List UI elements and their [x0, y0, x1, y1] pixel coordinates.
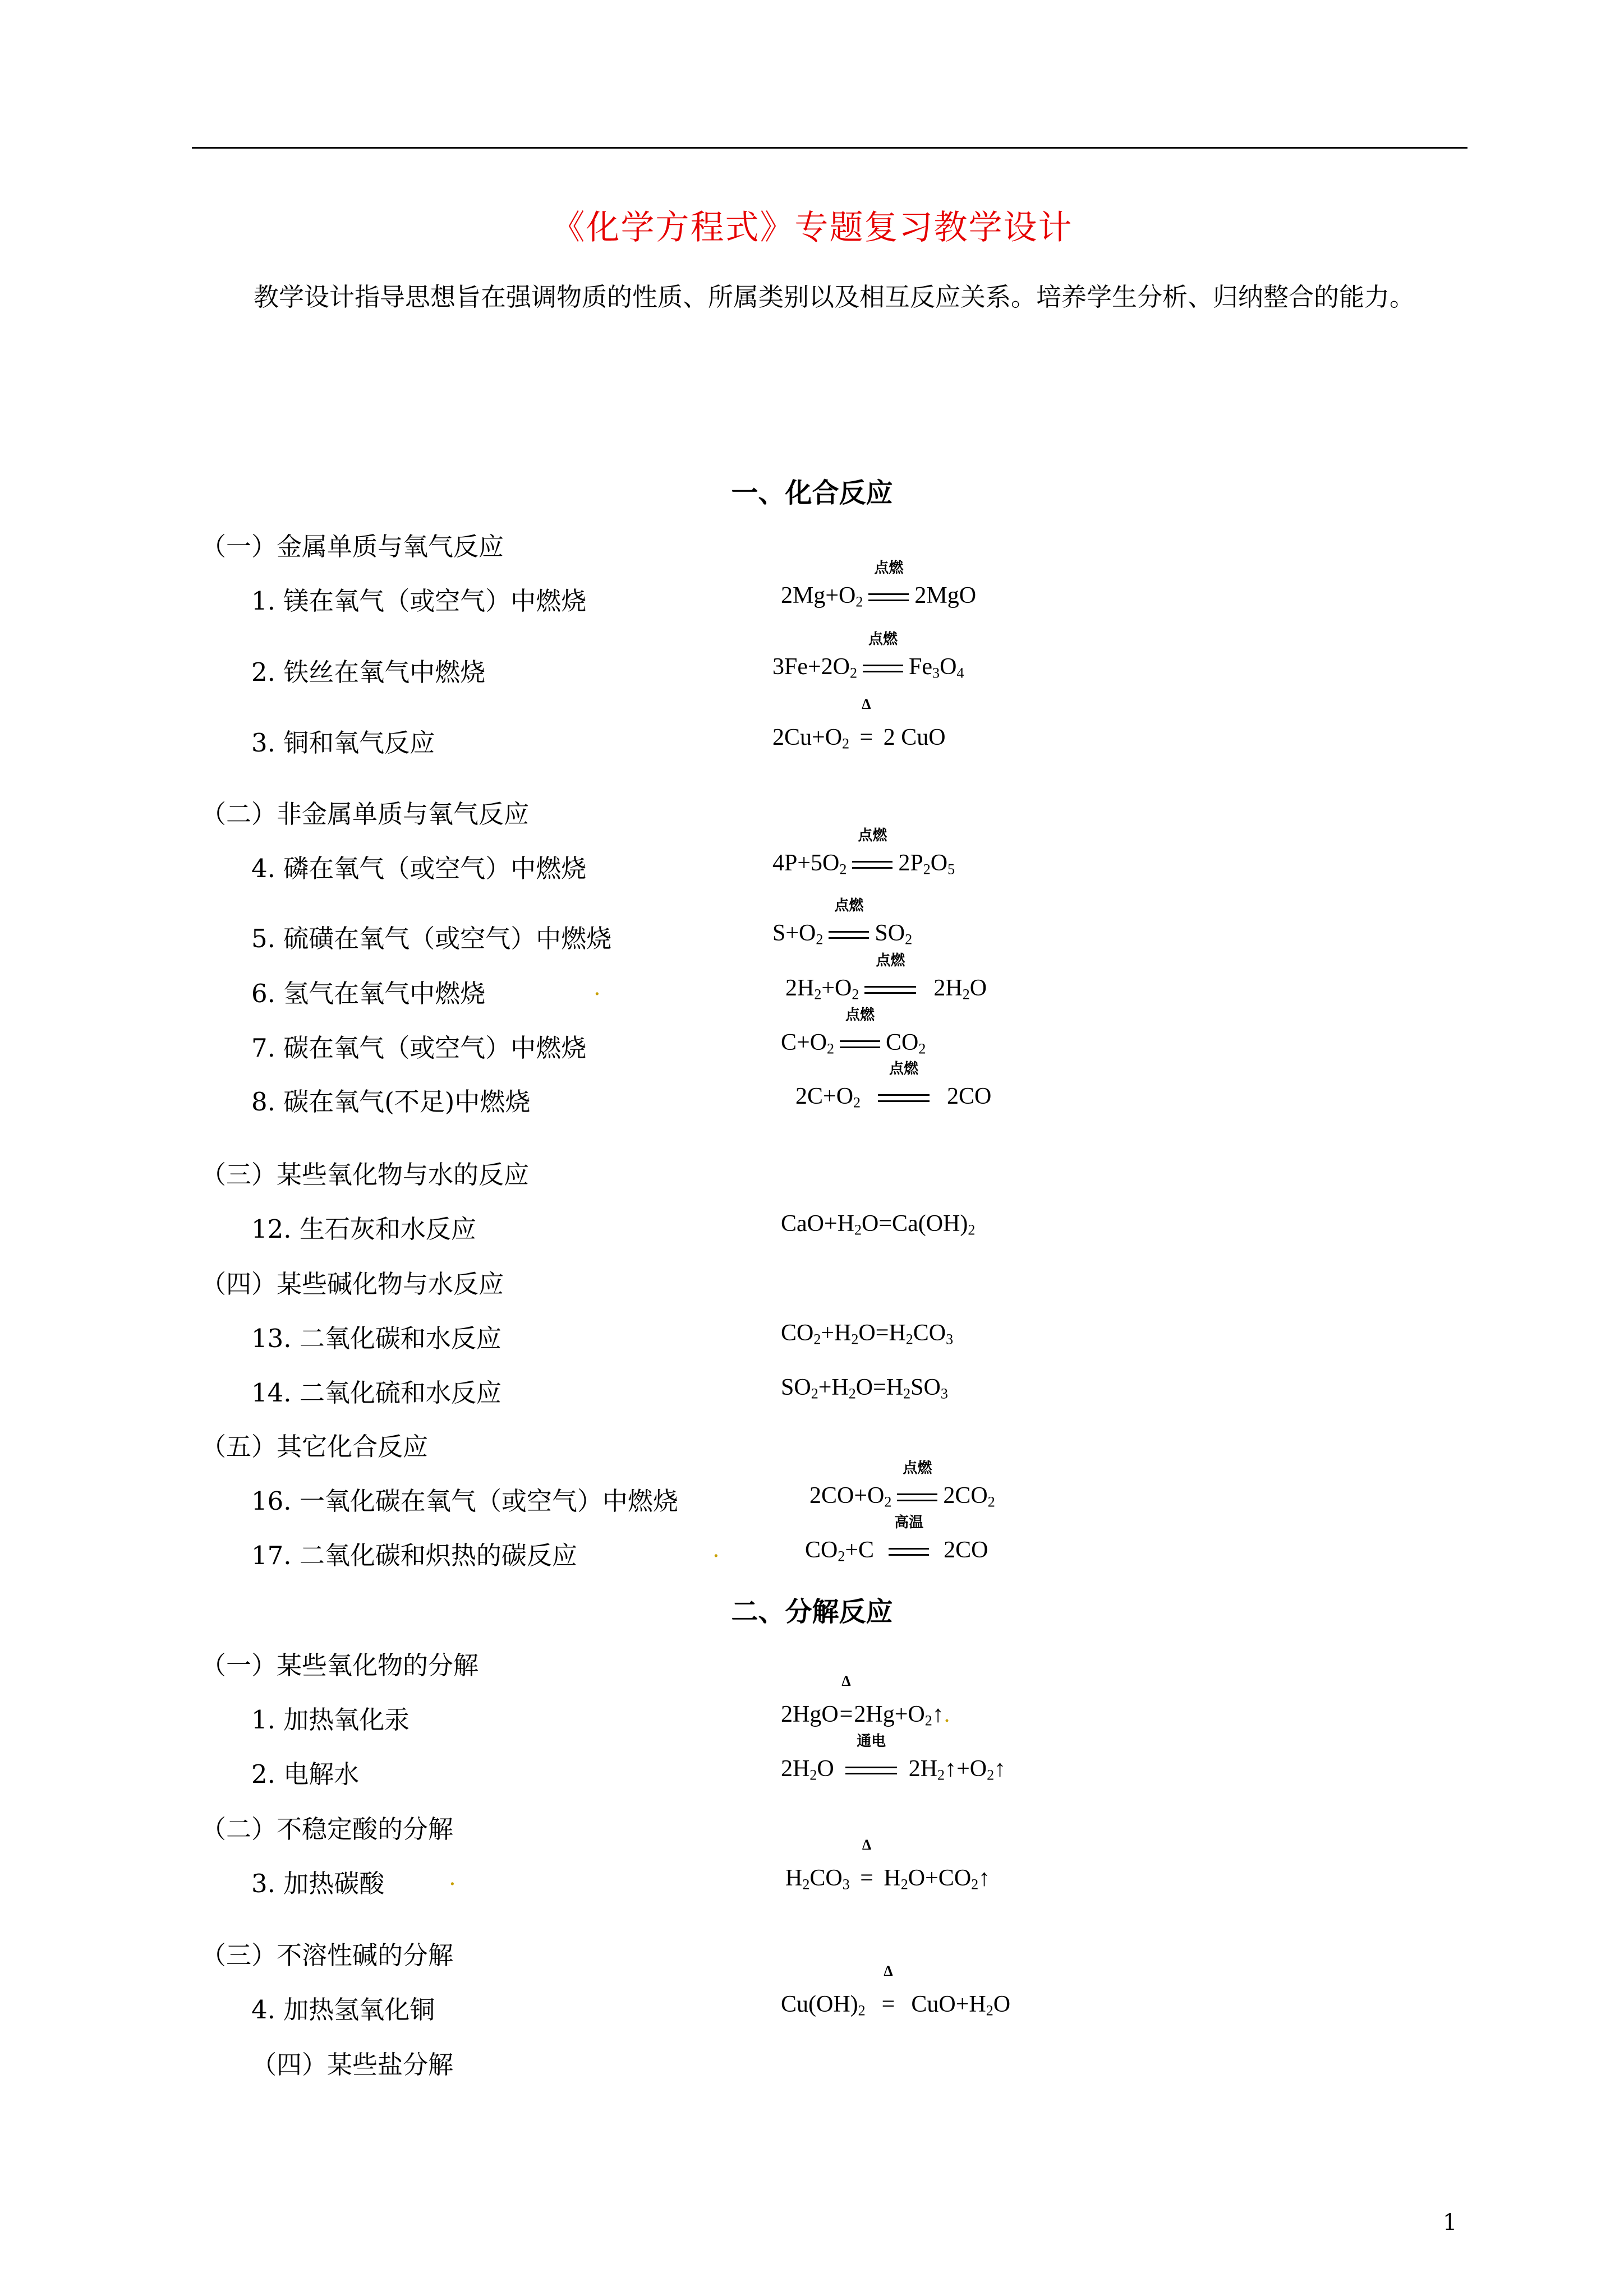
group-title: （一）某些氧化物的分解: [201, 1650, 479, 1680]
section-heading-combination: 一、化合反应: [731, 477, 893, 509]
reaction-label: 8. 碳在氧气(不足)中燃烧: [251, 1087, 531, 1117]
reaction-label: 13. 二氧化碳和水反应: [251, 1324, 502, 1353]
equation: $CO_2+C$ 高温 2CO: [805, 1514, 988, 1565]
condition-mark: 点燃: [850, 856, 895, 873]
condition-mark: 点燃: [895, 1489, 940, 1506]
equation: $2CO+O_2$ 点燃 $2CO_2$: [809, 1460, 995, 1510]
group-title: （五）其它化合反应: [201, 1432, 429, 1461]
group-title: （四）某些盐分解: [251, 2050, 454, 2080]
equation: $CaO+H_2O=Ca(OH)_2$: [781, 1211, 976, 1238]
reaction-label: 16. 一氧化碳在氧气（或空气）中燃烧: [251, 1486, 678, 1516]
equation: $H_2CO_3$ Δ = $H_2O+CO_2↑$: [785, 1837, 991, 1893]
reaction-label: 4. 加热氢氧化铜: [251, 1995, 435, 2025]
equation: $C+O_2$ 点燃 $CO_2$: [781, 1007, 926, 1057]
intro-paragraph: 教学设计指导思想旨在强调物质的性质、所属类别以及相互反应关系。培养学生分析、归纳整合的能力。: [254, 282, 1415, 312]
equation: $4P+5O_2$ 点燃 $2P_2O_5$: [772, 827, 955, 878]
reaction-label: 17. 二氧化碳和炽热的碳反应: [251, 1541, 577, 1570]
equation: $2H_2O$ 通电 $2H_2↑+O_2↑$: [781, 1733, 1006, 1783]
section-heading-decomposition: 二、分解反应: [731, 1596, 893, 1628]
condition-mark: Δ =: [860, 1837, 873, 1891]
reaction-label: 5. 硫磺在氧气（或空气）中燃烧: [251, 924, 612, 953]
equation: $2Mg+O_2$ 点燃 2MgO: [781, 560, 977, 610]
decorative-dot: .: [594, 975, 601, 1001]
reaction-label: 2. 铁丝在氧气中燃烧: [251, 657, 486, 687]
condition-mark: 高温: [886, 1543, 931, 1560]
decorative-dot: .: [449, 1865, 456, 1891]
condition-mark: 点燃: [838, 1036, 882, 1053]
equation: $Cu(OH)_2$ Δ = $CuO+H_2O$: [781, 1963, 1011, 2019]
group-title: （四）某些碱化物与水反应: [201, 1269, 504, 1299]
equation: 2HgO Δ $=2Hg+O_2↑$.: [781, 1673, 950, 1729]
reaction-label: 3. 加热碳酸: [251, 1869, 385, 1898]
reaction-label: 2. 电解水: [251, 1759, 360, 1789]
equation: $SO_2+H_2O=H_2SO_3$: [781, 1375, 948, 1402]
equation: $CO_2+H_2O=H_2CO_3$: [781, 1320, 954, 1348]
condition-mark: 通电: [843, 1762, 899, 1779]
reaction-label: 1. 镁在氧气（或空气）中燃烧: [251, 586, 587, 616]
equation: $2H_2+O_2$ 点燃 $2H_2O$: [785, 952, 987, 1003]
group-title: （二）非金属单质与氧气反应: [201, 799, 530, 829]
condition-mark: Δ =: [839, 1673, 853, 1727]
reaction-label: 12. 生石灰和水反应: [251, 1214, 476, 1244]
group-title: （三）不溶性碱的分解: [201, 1940, 454, 1970]
condition-mark: 点燃: [861, 660, 905, 677]
condition-mark: 点燃: [866, 589, 911, 606]
condition-mark: Δ =: [859, 696, 873, 750]
header-rule: [192, 147, 1467, 149]
equation: $2C+O_2$ 点燃 2CO: [795, 1061, 992, 1111]
condition-mark: 点燃: [826, 926, 871, 943]
reaction-label: 6. 氢气在氧气中燃烧: [251, 979, 486, 1008]
equation: $3Fe+2O_2$ 点燃 $Fe_3O_4$: [772, 631, 964, 681]
document-title: 《化学方程式》专题复习教学设计: [551, 208, 1073, 247]
equation: $2Cu+O_2$ Δ = 2 CuO: [772, 696, 946, 752]
reaction-label: 3. 铜和氧气反应: [251, 728, 435, 758]
condition-mark: Δ =: [881, 1963, 895, 2017]
group-title: （三）某些氧化物与水的反应: [201, 1160, 530, 1190]
condition-mark: 点燃: [876, 1090, 932, 1106]
reaction-label: 4. 磷在氧气（或空气）中燃烧: [251, 854, 587, 883]
decorative-dot: .: [712, 1537, 720, 1562]
reaction-label: 7. 碳在氧气（或空气）中燃烧: [251, 1033, 587, 1063]
group-title: （一）金属单质与氧气反应: [201, 532, 504, 561]
group-title: （二）不稳定酸的分解: [201, 1814, 454, 1844]
reaction-label: 14. 二氧化硫和水反应: [251, 1378, 502, 1408]
reaction-label: 1. 加热氧化汞: [251, 1705, 410, 1735]
page-number: 1: [1443, 2210, 1457, 2235]
condition-mark: 点燃: [862, 981, 918, 998]
equation: $S+O_2$ 点燃 $SO_2$: [772, 897, 913, 948]
